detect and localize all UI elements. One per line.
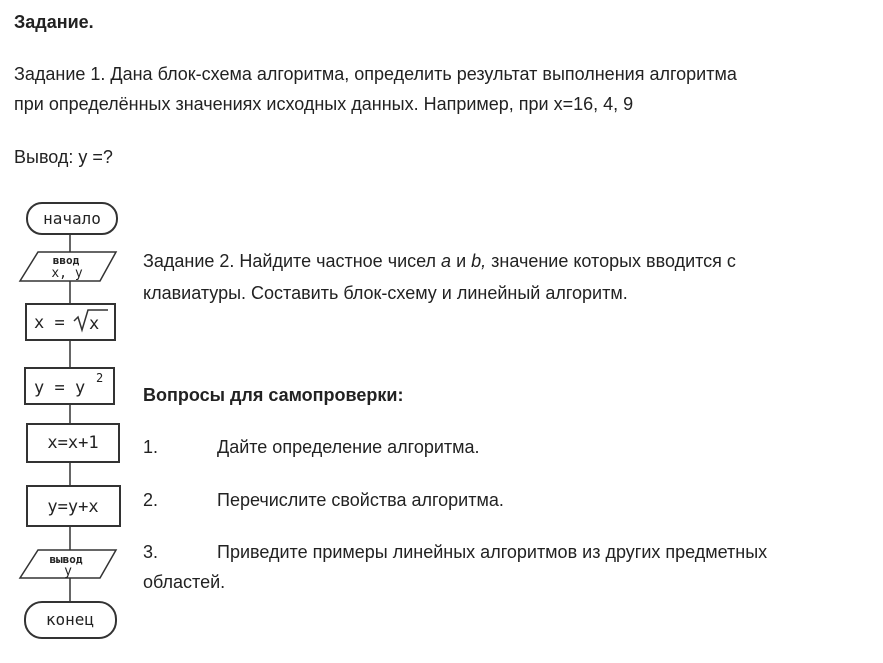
task2-line1 — [143, 247, 736, 275]
output-var: y — [64, 564, 72, 579]
task2-var-b: b, — [471, 251, 487, 271]
flowchart-output — [20, 550, 116, 579]
task2-suffix: значение которых вводится с — [486, 251, 736, 271]
step4-label: y=y+x — [47, 497, 99, 517]
flowchart-step-square — [25, 368, 114, 404]
flowchart-input — [20, 252, 116, 281]
input-label: ввод — [52, 254, 80, 267]
end-label: конец — [45, 610, 95, 629]
task1-line2: при определённых значениях исходных данных. Например, при х=16, 4, 9 — [14, 94, 634, 114]
task1-line1: Задание 1. Дана блок-схема алгоритма, определить результат выполнения алгоритма — [14, 64, 737, 84]
question-3-text: Приведите примеры линейных алгоритмов из других предметных — [217, 542, 768, 562]
question-3-number: 3. — [143, 542, 159, 562]
step2-lhs: y = y — [34, 378, 86, 398]
question-1-number: 1. — [143, 437, 159, 457]
flowchart-start — [27, 203, 117, 234]
start-label: начало — [43, 209, 101, 228]
task2-and: и — [451, 251, 472, 271]
step3-label: x=x+1 — [47, 433, 99, 453]
input-vars: x, y — [51, 266, 83, 281]
flowchart-step-sum — [27, 486, 120, 526]
question-2-text: Перечислите свойства алгоритма. — [217, 490, 504, 510]
flowchart-step-increment — [27, 424, 119, 462]
flowchart-step-sqrt — [26, 304, 115, 340]
self-check-title: Вопросы для самопроверки: — [143, 385, 404, 405]
output-question: Вывод: у =? — [14, 147, 113, 167]
task2-var-a: а — [441, 251, 452, 271]
page-heading: Задание. — [14, 12, 94, 32]
question-3-text-cont: областей. — [143, 572, 226, 592]
task2-line2: клавиатуры. Составить блок-схему и линейный алгоритм. — [143, 283, 628, 303]
output-label: вывод — [49, 553, 83, 566]
step2-exponent: 2 — [96, 371, 104, 385]
flowchart-end — [25, 602, 116, 638]
step1-lhs: x = — [34, 313, 65, 333]
task2-prefix: Задание 2. Найдите частное чисел — [143, 251, 442, 271]
question-1-text: Дайте определение алгоритма. — [217, 437, 480, 457]
question-2-number: 2. — [143, 490, 159, 510]
step1-radicand: x — [89, 314, 100, 334]
